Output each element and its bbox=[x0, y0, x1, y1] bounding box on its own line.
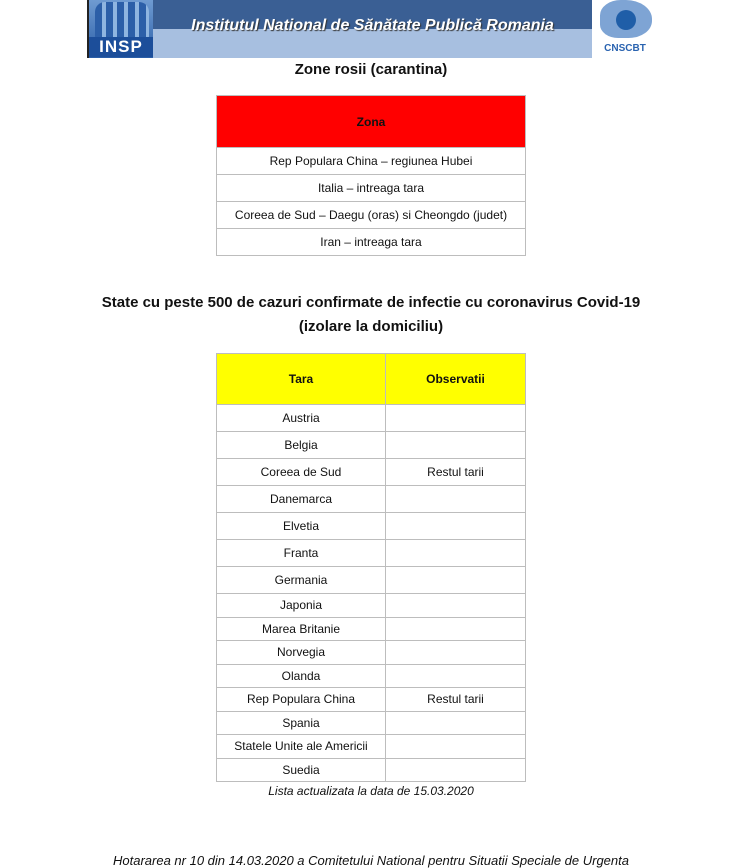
country-cell: Suedia bbox=[217, 758, 386, 782]
document-header bbox=[87, 0, 655, 58]
table-row bbox=[217, 405, 526, 432]
notes-cell bbox=[386, 540, 526, 567]
red-zones-table bbox=[216, 95, 526, 256]
countries-title: State cu peste 500 de cazuri confirmate de infectie cu coronavirus Covid-19 (izolare la domiciliu) bbox=[101, 294, 641, 335]
table-row bbox=[217, 617, 526, 641]
table-row bbox=[217, 486, 526, 513]
institute-title: Institutul National de Sănătate Publică Romania bbox=[191, 17, 554, 34]
table-row bbox=[217, 459, 526, 486]
zone-header: Zona bbox=[217, 96, 526, 148]
insp-logo: INSP bbox=[87, 0, 153, 58]
notes-cell bbox=[386, 735, 526, 759]
country-cell: Japonia bbox=[217, 594, 386, 618]
table-row bbox=[217, 641, 526, 665]
zone-cell: Rep Populara China – regiunea Hubei bbox=[217, 148, 526, 175]
table-row bbox=[217, 229, 526, 256]
table-row bbox=[217, 432, 526, 459]
notes-cell bbox=[386, 664, 526, 688]
table-row bbox=[217, 540, 526, 567]
footer-text: Hotararea nr 10 din 14.03.2020 a Comitetului National pentru Situatii Speciale de Urgenta bbox=[113, 853, 629, 868]
zone-cell: Italia – intreaga tara bbox=[217, 175, 526, 202]
country-cell: Danemarca bbox=[217, 486, 386, 513]
red-zones-title: Zone rosii (carantina) bbox=[294, 61, 448, 78]
country-cell: Spania bbox=[217, 711, 386, 735]
table-row bbox=[217, 513, 526, 540]
country-cell: Belgia bbox=[217, 432, 386, 459]
notes-cell bbox=[386, 641, 526, 665]
zone-cell: Iran – intreaga tara bbox=[217, 229, 526, 256]
country-cell: Franta bbox=[217, 540, 386, 567]
country-cell: Statele Unite ale Americii bbox=[217, 735, 386, 759]
country-cell: Elvetia bbox=[217, 513, 386, 540]
table-row bbox=[217, 664, 526, 688]
table-row bbox=[217, 202, 526, 229]
country-cell: Austria bbox=[217, 405, 386, 432]
notes-cell: Restul tarii bbox=[386, 688, 526, 712]
notes-cell bbox=[386, 711, 526, 735]
country-cell: Norvegia bbox=[217, 641, 386, 665]
notes-cell bbox=[386, 486, 526, 513]
update-caption: Lista actualizata la data de 15.03.2020 bbox=[268, 784, 474, 798]
cnscbt-logo: CNSCBT bbox=[594, 0, 656, 58]
header-banner bbox=[153, 0, 592, 58]
countries-table bbox=[216, 353, 526, 782]
zone-cell: Coreea de Sud – Daegu (oras) si Cheongdo (judet) bbox=[217, 202, 526, 229]
notes-cell bbox=[386, 513, 526, 540]
country-cell: Marea Britanie bbox=[217, 617, 386, 641]
table-row bbox=[217, 711, 526, 735]
notes-cell bbox=[386, 405, 526, 432]
table-row bbox=[217, 758, 526, 782]
table-row bbox=[217, 175, 526, 202]
table-row bbox=[217, 567, 526, 594]
notes-cell: Restul tarii bbox=[386, 459, 526, 486]
country-cell: Olanda bbox=[217, 664, 386, 688]
notes-header: Observatii bbox=[386, 354, 526, 405]
country-cell: Coreea de Sud bbox=[217, 459, 386, 486]
notes-cell bbox=[386, 617, 526, 641]
country-header: Tara bbox=[217, 354, 386, 405]
table-row bbox=[217, 148, 526, 175]
notes-cell bbox=[386, 758, 526, 782]
notes-cell bbox=[386, 432, 526, 459]
country-cell: Rep Populara China bbox=[217, 688, 386, 712]
table-row bbox=[217, 735, 526, 759]
table-row bbox=[217, 594, 526, 618]
notes-cell bbox=[386, 594, 526, 618]
table-row bbox=[217, 688, 526, 712]
country-cell: Germania bbox=[217, 567, 386, 594]
notes-cell bbox=[386, 567, 526, 594]
